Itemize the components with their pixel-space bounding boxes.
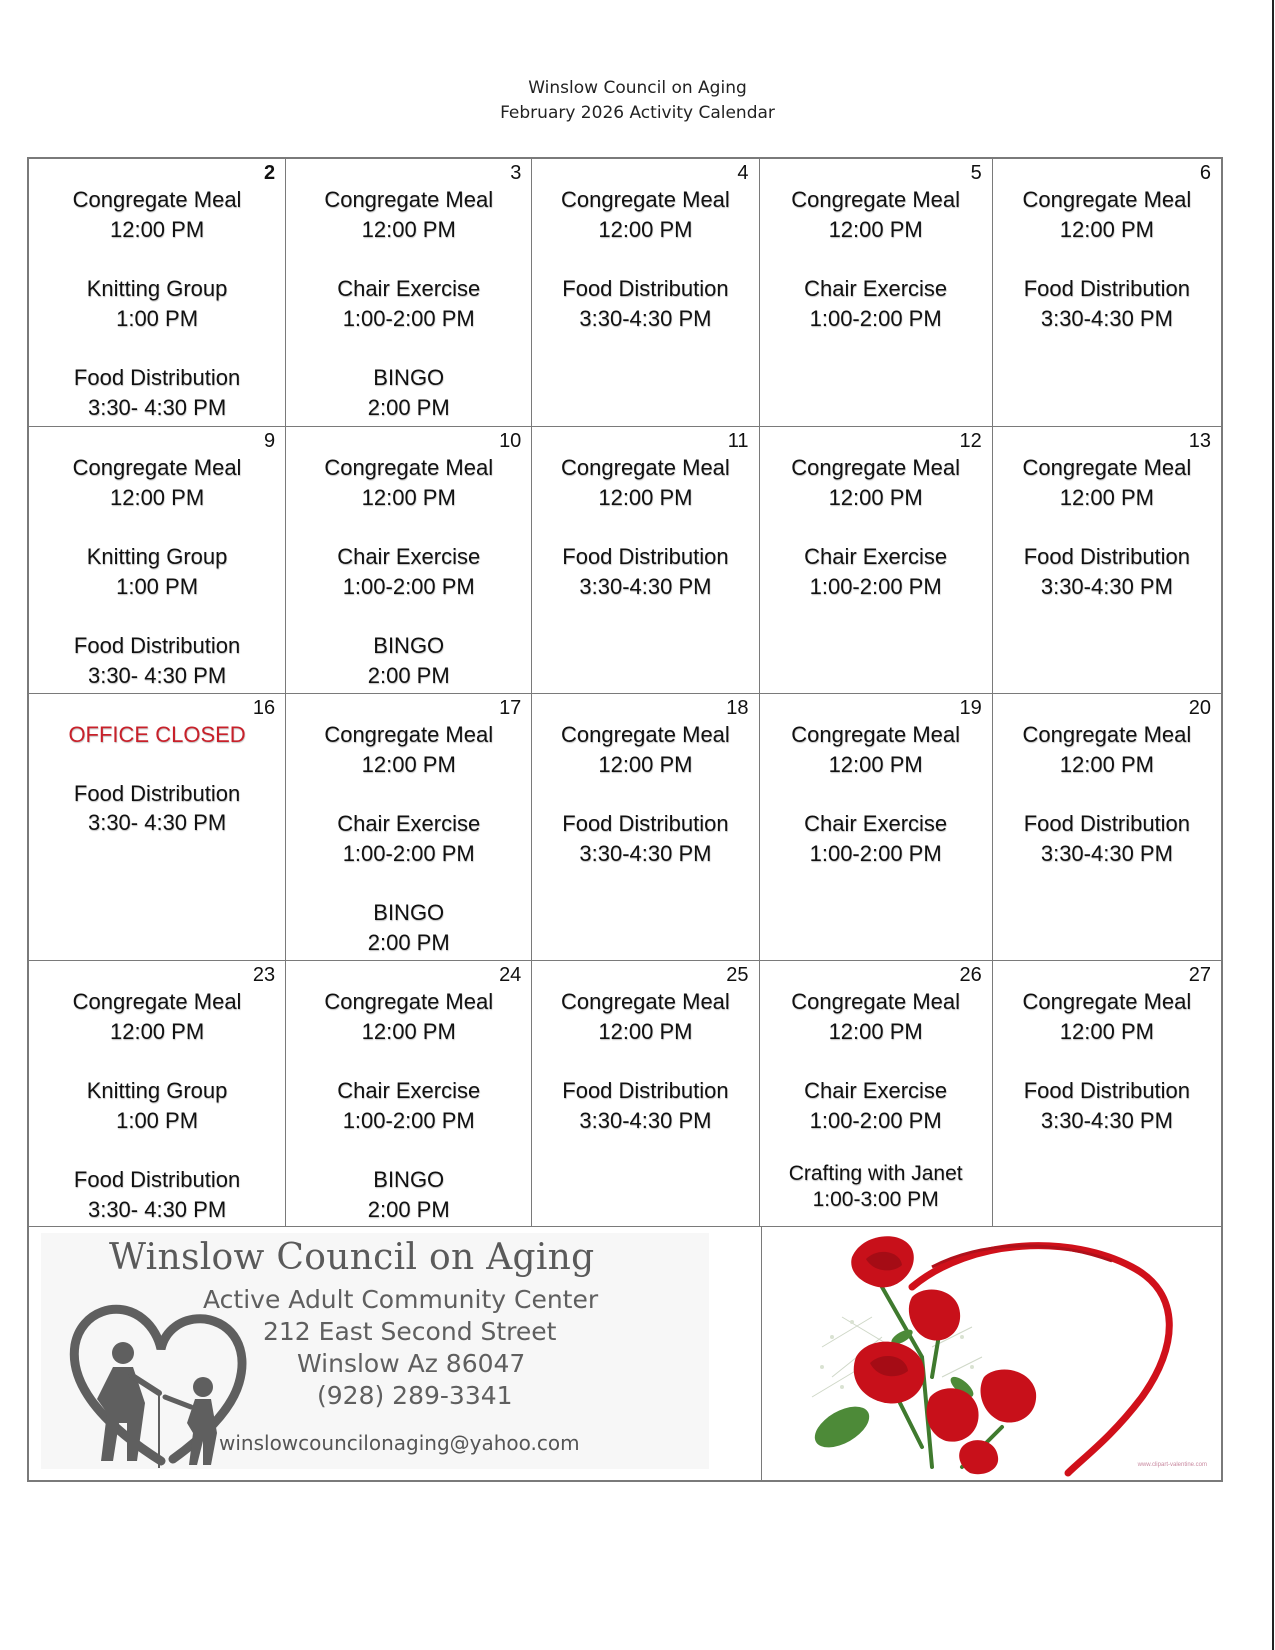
week-row xyxy=(29,159,1221,427)
event: Congregate Meal 12:00 PM xyxy=(324,989,494,1044)
event: Congregate Meal 12:00 PM xyxy=(72,989,242,1044)
day-cell xyxy=(993,694,1221,960)
event: Congregate Meal 12:00 PM xyxy=(324,187,494,242)
day-cell xyxy=(286,694,532,960)
event: Congregate Meal 12:00 PM xyxy=(324,722,494,777)
day-number: 11 xyxy=(727,430,749,452)
day-number: 12 xyxy=(959,430,982,452)
day-cell xyxy=(760,961,993,1226)
event: Chair Exercise 1:00-2:00 PM xyxy=(804,1078,948,1133)
day-cell xyxy=(760,694,993,960)
day-number: 17 xyxy=(499,697,522,719)
day-cell xyxy=(532,427,759,693)
day-number: 25 xyxy=(726,964,749,986)
event: Food Distribution 3:30-4:30 PM xyxy=(562,811,729,866)
event: BINGO 2:00 PM xyxy=(367,633,450,688)
day-number: 2 xyxy=(264,162,276,184)
week-row xyxy=(29,427,1221,694)
organization-logo-cell xyxy=(29,1227,762,1480)
event: Chair Exercise 1:00-2:00 PM xyxy=(337,544,481,599)
event: Knitting Group 1:00 PM xyxy=(86,1078,228,1133)
organization-logo xyxy=(41,1233,709,1469)
event: Crafting with Janet 1:00-3:00 PM xyxy=(788,1162,963,1211)
event: Congregate Meal 12:00 PM xyxy=(561,187,730,242)
page-edge-line xyxy=(1272,0,1274,1650)
day-cell xyxy=(760,159,993,426)
calendar-title: February 2026 Activity Calendar xyxy=(500,103,775,123)
event: Chair Exercise 1:00-2:00 PM xyxy=(337,1078,481,1133)
image-caption: www.clipart-valentine.com xyxy=(1137,1462,1207,1468)
event: Congregate Meal 12:00 PM xyxy=(324,455,494,510)
event: Food Distribution 3:30-4:30 PM xyxy=(1023,544,1191,599)
day-cell xyxy=(286,427,532,693)
day-number: 27 xyxy=(1188,964,1211,986)
day-number: 20 xyxy=(1188,697,1211,719)
event: Chair Exercise 1:00-2:00 PM xyxy=(804,811,948,866)
event: Food Distribution 3:30- 4:30 PM xyxy=(73,365,241,420)
event: Congregate Meal 12:00 PM xyxy=(1022,187,1192,242)
org-name: Winslow Council on Aging xyxy=(528,78,747,98)
day-cell xyxy=(286,159,532,426)
event: Congregate Meal 12:00 PM xyxy=(561,722,730,777)
event: Congregate Meal 12:00 PM xyxy=(1022,989,1192,1044)
logo-phone: (928) 289-3341 xyxy=(317,1381,513,1410)
event: Congregate Meal 12:00 PM xyxy=(791,722,961,777)
day-number: 24 xyxy=(499,964,522,986)
day-cell xyxy=(29,427,286,693)
day-number: 4 xyxy=(737,162,749,184)
day-number: 9 xyxy=(264,430,276,452)
day-number: 6 xyxy=(1199,162,1211,184)
event: Food Distribution 3:30-4:30 PM xyxy=(562,1078,729,1133)
week-row xyxy=(29,961,1221,1227)
event: Food Distribution 3:30-4:30 PM xyxy=(562,276,729,331)
event: Congregate Meal 12:00 PM xyxy=(791,187,961,242)
event: Chair Exercise 1:00-2:00 PM xyxy=(804,544,948,599)
event: BINGO 2:00 PM xyxy=(367,900,450,955)
event: Food Distribution 3:30- 4:30 PM xyxy=(73,780,241,835)
day-number: 18 xyxy=(726,697,749,719)
event: Food Distribution 3:30-4:30 PM xyxy=(1023,276,1191,331)
event: Congregate Meal 12:00 PM xyxy=(72,455,242,510)
day-cell xyxy=(993,159,1221,426)
event: Chair Exercise 1:00-2:00 PM xyxy=(337,811,481,866)
logo-title: Winslow Council on Aging xyxy=(109,1237,595,1278)
logo-address: 212 East Second Street xyxy=(263,1317,557,1346)
event: Congregate Meal 12:00 PM xyxy=(1022,722,1192,777)
day-cell xyxy=(993,427,1221,693)
day-number: 13 xyxy=(1188,430,1211,452)
day-cell xyxy=(993,961,1221,1226)
day-cell xyxy=(286,961,532,1226)
day-cell xyxy=(29,159,286,426)
event: Chair Exercise 1:00-2:00 PM xyxy=(337,276,481,331)
event: Food Distribution 3:30-4:30 PM xyxy=(562,544,729,599)
event: Food Distribution 3:30-4:30 PM xyxy=(1023,1078,1191,1133)
event: Knitting Group 1:00 PM xyxy=(86,276,228,331)
event: BINGO 2:00 PM xyxy=(367,365,450,420)
event: Food Distribution 3:30-4:30 PM xyxy=(1023,811,1191,866)
logo-subtitle: Active Adult Community Center xyxy=(203,1285,599,1314)
footer-row xyxy=(29,1227,1221,1480)
event: Congregate Meal 12:00 PM xyxy=(1022,455,1192,510)
event: Food Distribution 3:30- 4:30 PM xyxy=(73,633,241,688)
event: Congregate Meal 12:00 PM xyxy=(561,455,730,510)
day-cell xyxy=(29,961,286,1226)
calendar-grid xyxy=(27,157,1223,1482)
red-roses-heart-icon xyxy=(782,1227,1222,1477)
logo-city: Winslow Az 86047 xyxy=(297,1349,526,1378)
day-cell xyxy=(532,694,759,960)
logo-email: winslowcouncilonaging@yahoo.com xyxy=(219,1431,580,1455)
day-number: 10 xyxy=(499,430,522,452)
event: Congregate Meal 12:00 PM xyxy=(791,989,961,1044)
week-row xyxy=(29,694,1221,961)
day-cell xyxy=(760,427,993,693)
event: Congregate Meal 12:00 PM xyxy=(561,989,730,1044)
event: Congregate Meal 12:00 PM xyxy=(72,187,242,242)
roses-image-cell xyxy=(762,1227,1221,1480)
day-cell xyxy=(532,159,759,426)
day-number: 16 xyxy=(252,697,276,719)
office-closed-notice: OFFICE CLOSED xyxy=(68,722,246,747)
day-number: 3 xyxy=(510,162,522,184)
day-cell xyxy=(532,961,759,1226)
day-cell xyxy=(29,694,286,960)
event: Food Distribution 3:30- 4:30 PM xyxy=(73,1167,241,1222)
day-number: 26 xyxy=(959,964,982,986)
event: Congregate Meal 12:00 PM xyxy=(791,455,961,510)
day-number: 19 xyxy=(959,697,982,719)
event: Knitting Group 1:00 PM xyxy=(86,544,228,599)
day-number: 5 xyxy=(970,162,982,184)
day-number: 23 xyxy=(252,964,276,986)
page-header xyxy=(0,76,1275,126)
event: Chair Exercise 1:00-2:00 PM xyxy=(804,276,948,331)
event: BINGO 2:00 PM xyxy=(367,1167,450,1222)
